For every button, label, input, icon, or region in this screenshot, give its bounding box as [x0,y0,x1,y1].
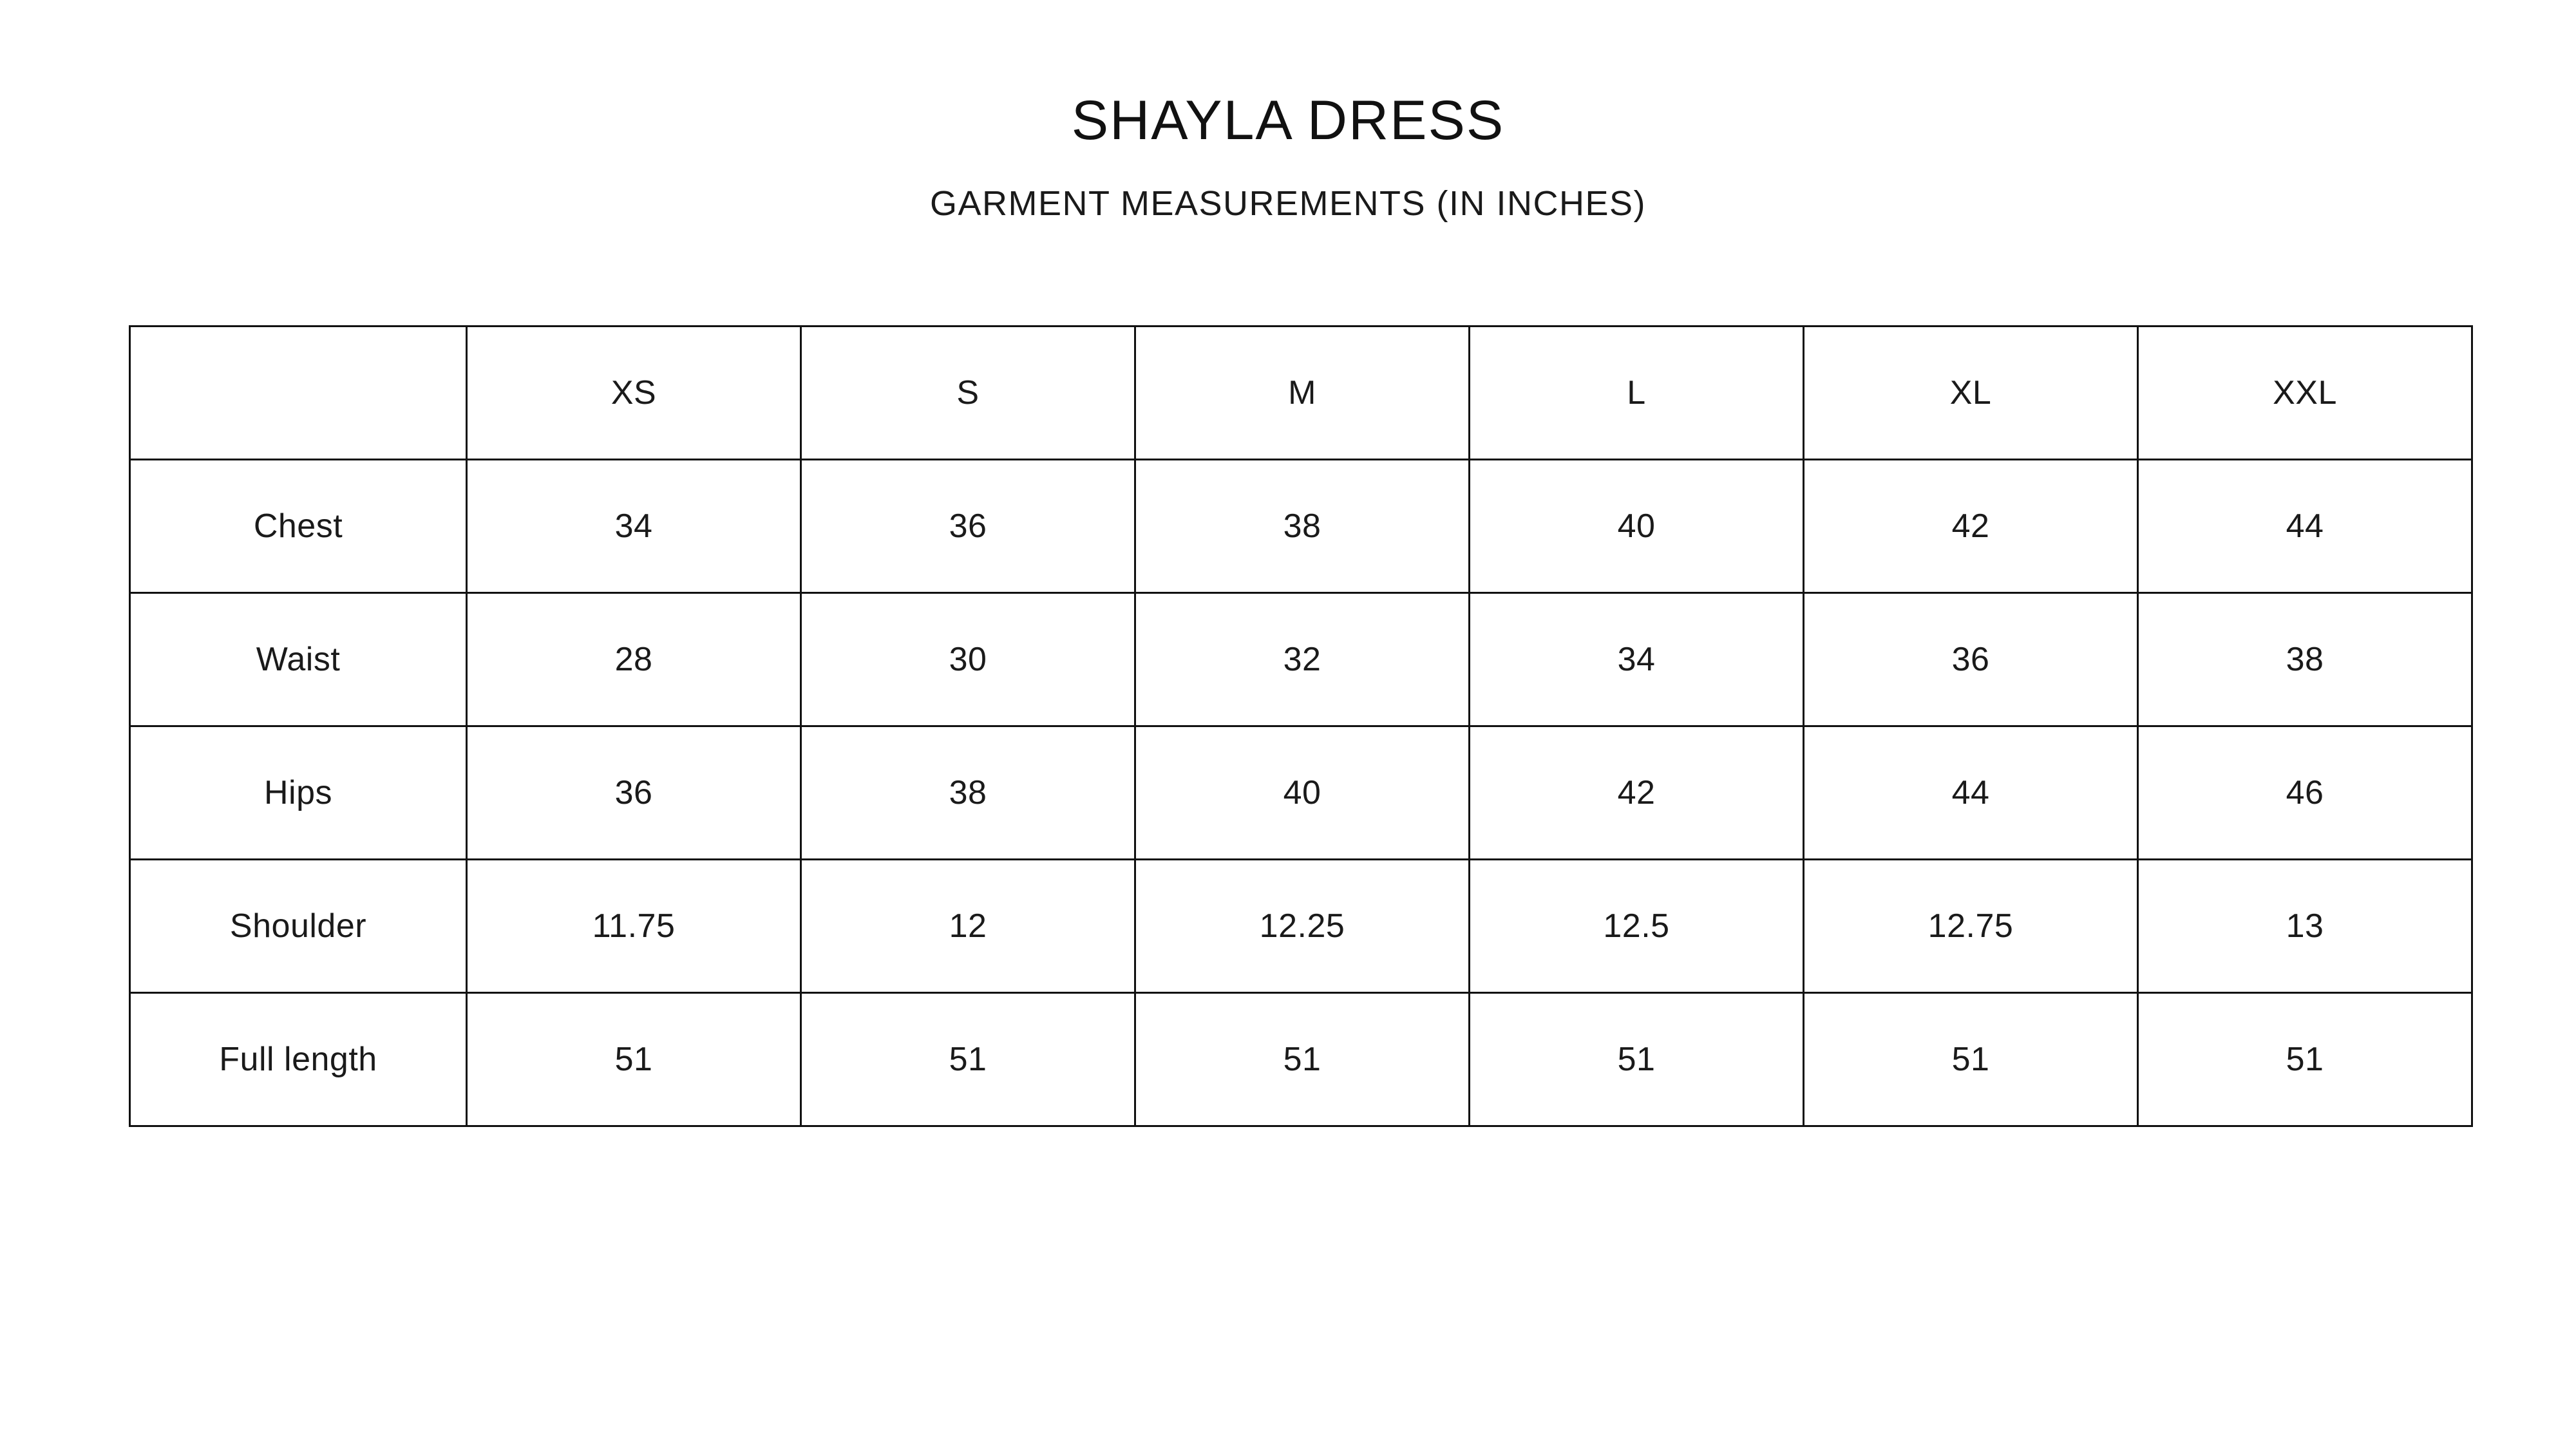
cell-hips-xxl: 46 [2138,726,2472,860]
cell-chest-xs: 34 [467,460,801,593]
cell-full-length-xxl: 51 [2138,993,2472,1126]
cell-waist-m: 32 [1135,593,1470,726]
cell-full-length-s: 51 [801,993,1135,1126]
row-label-shoulder: Shoulder [130,860,467,993]
column-header-xs: XS [467,327,801,460]
cell-full-length-m: 51 [1135,993,1470,1126]
page-subtitle: GARMENT MEASUREMENTS (IN INCHES) [929,184,1647,223]
row-label-chest: Chest [130,460,467,593]
cell-full-length-xl: 51 [1804,993,2138,1126]
column-header-m: M [1135,327,1470,460]
table-row [130,460,2472,593]
table-body [130,460,2472,1126]
cell-shoulder-xs: 11.75 [467,860,801,993]
row-label-hips: Hips [130,726,467,860]
cell-shoulder-s: 12 [801,860,1135,993]
table-row [130,593,2472,726]
cell-chest-m: 38 [1135,460,1470,593]
measurements-table [129,325,2473,1127]
page-title: SHAYLA DRESS [1071,90,1505,151]
cell-waist-xl: 36 [1804,593,2138,726]
cell-waist-s: 30 [801,593,1135,726]
cell-chest-xl: 42 [1804,460,2138,593]
table-row [130,993,2472,1126]
cell-shoulder-m: 12.25 [1135,860,1470,993]
table-row [130,726,2472,860]
cell-full-length-xs: 51 [467,993,801,1126]
cell-chest-s: 36 [801,460,1135,593]
cell-full-length-l: 51 [1470,993,1804,1126]
row-label-full-length: Full length [130,993,467,1126]
table-corner-cell [130,327,467,460]
cell-chest-xxl: 44 [2138,460,2472,593]
column-header-l: L [1470,327,1804,460]
column-header-s: S [801,327,1135,460]
column-header-xl: XL [1804,327,2138,460]
cell-waist-l: 34 [1470,593,1804,726]
measurements-table-wrapper [129,325,2460,1127]
table-row [130,860,2472,993]
cell-hips-s: 38 [801,726,1135,860]
cell-waist-xxl: 38 [2138,593,2472,726]
column-header-xxl: XXL [2138,327,2472,460]
row-label-waist: Waist [130,593,467,726]
cell-shoulder-xxl: 13 [2138,860,2472,993]
cell-hips-l: 42 [1470,726,1804,860]
cell-hips-xl: 44 [1804,726,2138,860]
cell-shoulder-l: 12.5 [1470,860,1804,993]
table-header-row [130,327,2472,460]
table-header [130,327,2472,460]
cell-chest-l: 40 [1470,460,1804,593]
cell-hips-m: 40 [1135,726,1470,860]
cell-hips-xs: 36 [467,726,801,860]
cell-shoulder-xl: 12.75 [1804,860,2138,993]
cell-waist-xs: 28 [467,593,801,726]
